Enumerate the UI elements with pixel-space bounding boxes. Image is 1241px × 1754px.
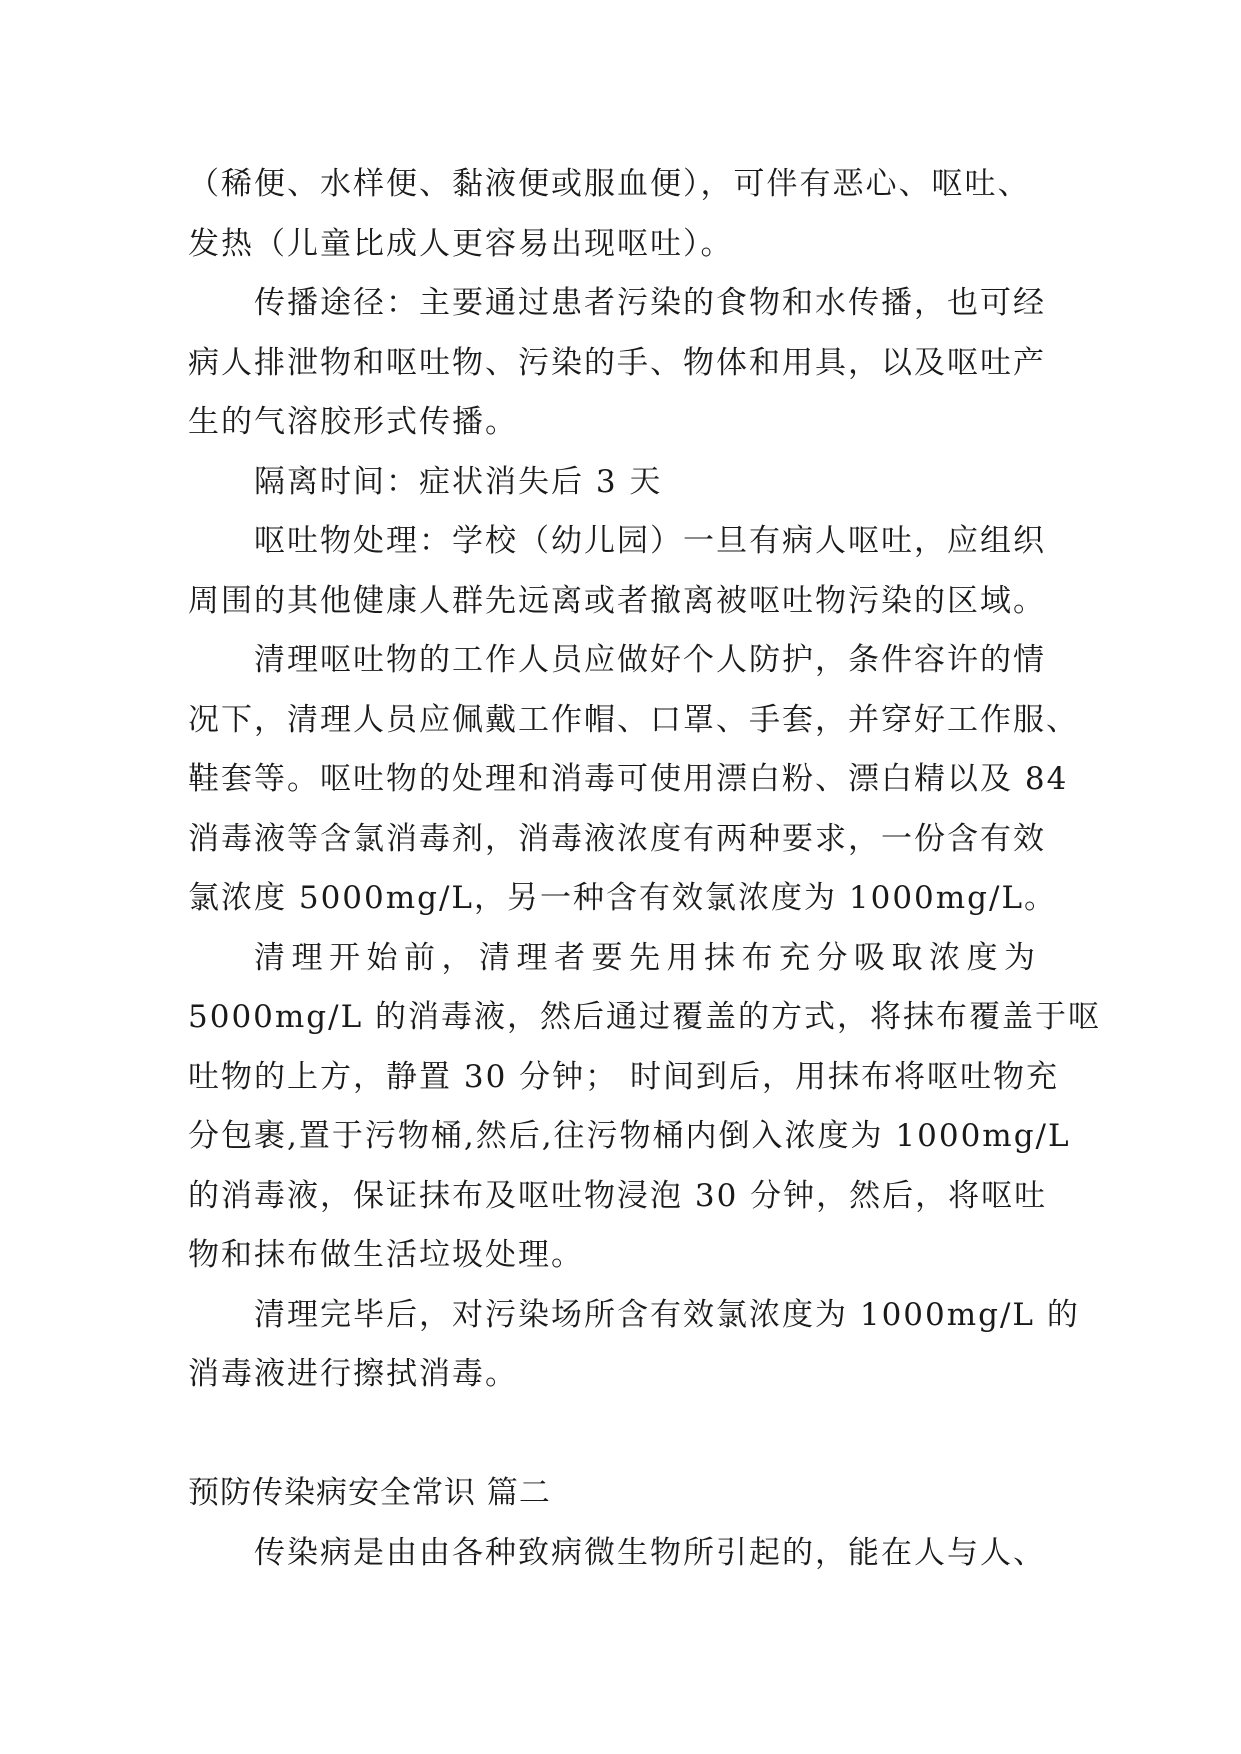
text-line: 的消毒液，保证抹布及呕吐物浸泡 30 分钟，然后，将呕吐 [188,1177,1048,1214]
paragraph-transmission: 传播途径：主要通过患者污染的食物和水传播，也可经 [254,285,1046,321]
paragraph-isolation: 隔离时间：症状消失后 3 天 [254,463,663,500]
paragraph-vomit-handling: 呕吐物处理：学校（幼儿园）一旦有病人呕吐，应组织 [254,523,1046,559]
text-line: 物和抹布做生活垃圾处理。 [188,1237,584,1273]
paragraph-protection: 清理呕吐物的工作人员应做好个人防护，条件容许的情 [254,642,1046,678]
section-spacer [188,1405,1058,1465]
section-heading: 预防传染病安全常识 篇二 [188,1475,551,1511]
document-body [188,155,1102,1583]
text-line: 吐物的上方，静置 30 分钟； 时间到后，用抹布将呕吐物充 [188,1058,1060,1095]
paragraph-cleanup-start: 清理开始前，清理者要先用抹布充分吸取浓度为 [254,939,1042,976]
text-line: 消毒液进行擦拭消毒。 [188,1356,518,1392]
text-line: 发热（儿童比成人更容易出现呕吐）。 [188,225,734,262]
text-line: 消毒液等含氯消毒剂，消毒液浓度有两种要求，一份含有效 [188,820,1046,857]
text-line: 鞋套等。呕吐物的处理和消毒可使用漂白粉、漂白精以及 84 [188,761,1069,797]
text-line: 病人排泄物和呕吐物、污染的手、物体和用具，以及呕吐产 [188,344,1046,381]
text-line: 氯浓度 5000mg/L，另一种含有效氯浓度为 1000mg/L。 [188,880,1058,916]
text-line: 5000mg/L 的消毒液，然后通过覆盖的方式，将抹布覆盖于呕 [188,999,1102,1035]
text-line: 生的气溶胶形式传播。 [188,404,518,440]
paragraph-cleanup-end: 清理完毕后，对污染场所含有效氯浓度为 1000mg/L 的 [254,1296,1080,1333]
text-line: 周围的其他健康人群先远离或者撤离被呕吐物污染的区域。 [188,582,1046,619]
text-line: 分包裹,置于污物桶,然后,往污物桶内倒入浓度为 1000mg/L [188,1118,1071,1154]
text-line: （稀便、水样便、黏液便或服血便），可伴有恶心、呕吐、 [188,166,1031,202]
paragraph-section-two-intro: 传染病是由由各种致病微生物所引起的，能在人与人、 [254,1534,1046,1571]
text-line: 况下，清理人员应佩戴工作帽、口罩、手套，并穿好工作服、 [188,701,1079,738]
